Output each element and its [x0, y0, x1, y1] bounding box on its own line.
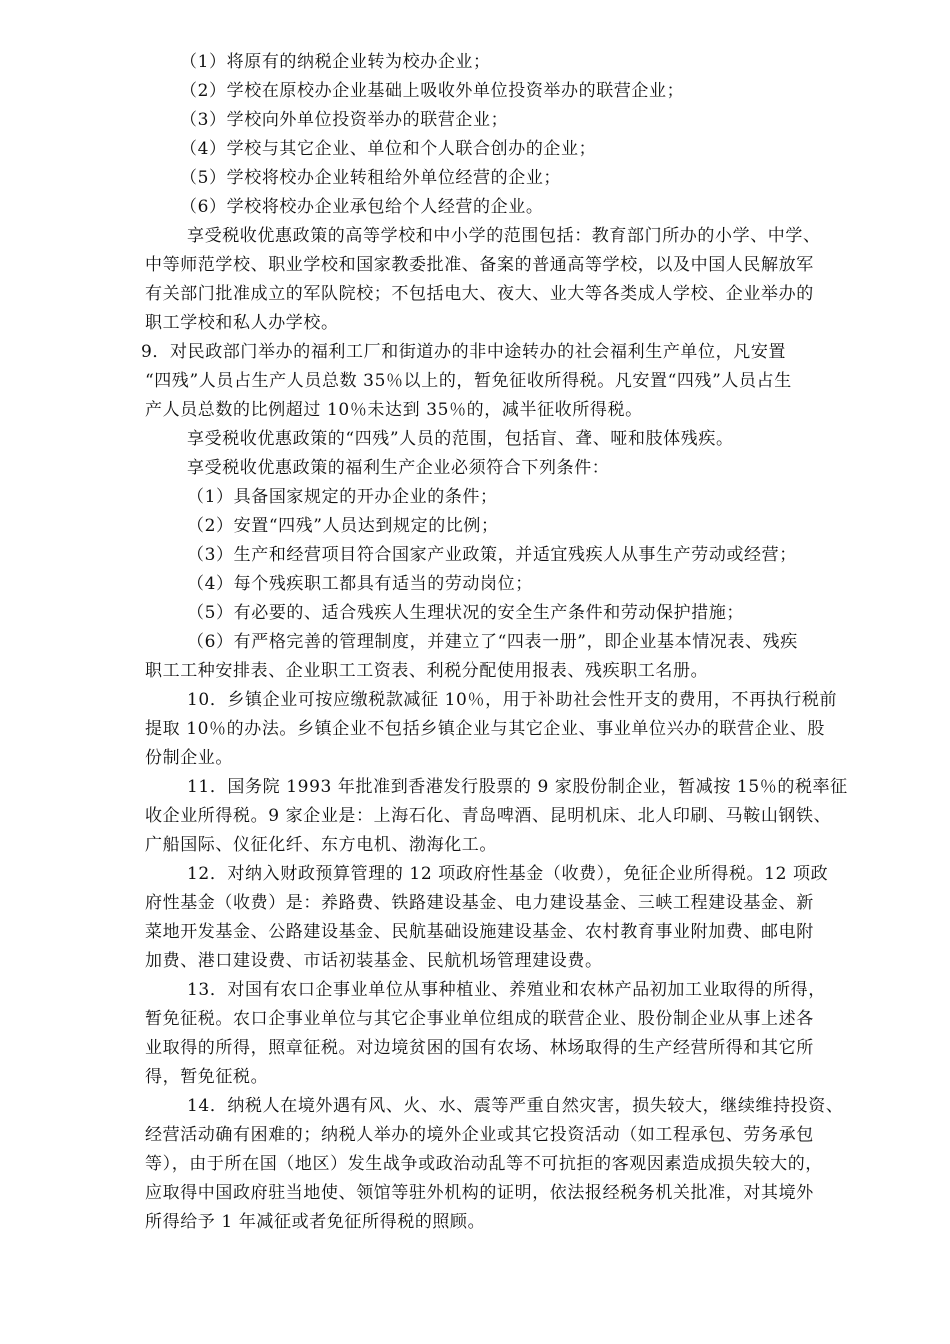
paragraph-line: 份制企业。	[145, 748, 233, 768]
section-12-line: 12．对纳入财政预算管理的 12 项政府性基金（收费），免征企业所得税。12 项政	[187, 864, 829, 884]
list-item-1: （1）具备国家规定的开办企业的条件；	[187, 487, 498, 507]
paragraph-line: “四残”人员占生产人员总数 35％以上的，暂免征收所得税。凡安置“四残”人员占生	[145, 371, 792, 391]
section-9-line: 9．对民政部门举办的福利工厂和街道办的非中途转办的社会福利生产单位，凡安置	[141, 342, 787, 362]
paragraph-line: 职工工种安排表、企业职工工资表、利税分配使用报表、残疾职工名册。	[145, 661, 709, 681]
paragraph-line: 中等师范学校、职业学校和国家教委批准、备案的普通高等学校，以及中国人民解放军	[145, 255, 814, 275]
paragraph-line: 享受税收优惠政策的高等学校和中小学的范围包括：教育部门所办的小学、中学、	[187, 226, 821, 246]
paragraph-line: 广船国际、仪征化纤、东方电机、渤海化工。	[145, 835, 497, 855]
list-item-5: （5）有必要的、适合残疾人生理状况的安全生产条件和劳动保护措施；	[187, 603, 745, 623]
section-14-line: 14．纳税人在境外遇有风、火、水、震等严重自然灾害，损失较大，继续维持投资、	[187, 1096, 844, 1116]
list-item-2: （2）学校在原校办企业基础上吸收外单位投资举办的联营企业；	[180, 81, 685, 101]
list-item-2: （2）安置“四残”人员达到规定的比例；	[187, 516, 499, 536]
list-item-3: （3）学校向外单位投资举办的联营企业；	[180, 110, 509, 130]
paragraph-line: 有关部门批准成立的军队院校；不包括电大、夜大、业大等各类成人学校、企业举办的	[145, 284, 814, 304]
list-item-5: （5）学校将校办企业转租给外单位经营的企业；	[180, 168, 562, 188]
paragraph-line: 提取 10％的办法。乡镇企业不包括乡镇企业与其它企业、事业单位兴办的联营企业、股	[145, 719, 826, 739]
list-item-4: （4）学校与其它企业、单位和个人联合创办的企业；	[180, 139, 597, 159]
section-11-line: 11．国务院 1993 年批准到香港发行股票的 9 家股份制企业，暂减按 15％的税率征	[187, 777, 848, 797]
paragraph-line: 等），由于所在国（地区）发生战争或政治动乱等不可抗拒的客观因素造成损失较大的，	[145, 1154, 823, 1174]
paragraph-line: 应取得中国政府驻当地使、领馆等驻外机构的证明，依法报经税务机关批准，对其境外	[145, 1183, 814, 1203]
paragraph-line: 菜地开发基金、公路建设基金、民航基础设施建设基金、农村教育事业附加费、邮电附	[145, 922, 814, 942]
paragraph-line: 收企业所得税。9 家企业是：上海石化、青岛啤酒、昆明机床、北人印刷、马鞍山钢铁、	[145, 806, 832, 826]
paragraph-line: 产人员总数的比例超过 10％未达到 35％的，减半征收所得税。	[145, 400, 643, 420]
section-13-line: 13．对国有农口企事业单位从事种植业、养殖业和农林产品初加工业取得的所得，	[187, 980, 826, 1000]
paragraph-line: 加费、港口建设费、市话初装基金、民航机场管理建设费。	[145, 951, 603, 971]
paragraph-line: 享受税收优惠政策的“四残”人员的范围，包括盲、聋、哑和肢体残疾。	[187, 429, 734, 449]
list-item-6: （6）有严格完善的管理制度，并建立了“四表一册”，即企业基本情况表、残疾	[187, 632, 798, 652]
paragraph-line: 得，暂免征税。	[145, 1067, 269, 1087]
paragraph-line: 职工学校和私人办学校。	[145, 313, 339, 333]
list-item-3: （3）生产和经营项目符合国家产业政策，并适宜残疾人从事生产劳动或经营；	[187, 545, 797, 565]
paragraph-line: 经营活动确有困难的；纳税人举办的境外企业或其它投资活动（如工程承包、劳务承包	[145, 1125, 814, 1145]
paragraph-line: 所得给予 1 年减征或者免征所得税的照顾。	[145, 1212, 486, 1232]
paragraph-line: 享受税收优惠政策的福利生产企业必须符合下列条件：	[187, 458, 610, 478]
section-10-line: 10．乡镇企业可按应缴税款减征 10％，用于补助社会性开支的费用，不再执行税前	[187, 690, 838, 710]
list-item-4: （4）每个残疾职工都具有适当的劳动岗位；	[187, 574, 533, 594]
list-item-6: （6）学校将校办企业承包给个人经营的企业。	[180, 197, 544, 217]
list-item-1: （1）将原有的纳税企业转为校办企业；	[180, 52, 491, 72]
paragraph-line: 暂免征税。农口企事业单位与其它企事业单位组成的联营企业、股份制企业从事上述各	[145, 1009, 814, 1029]
paragraph-line: 府性基金（收费）是：养路费、铁路建设基金、电力建设基金、三峡工程建设基金、新	[145, 893, 814, 913]
paragraph-line: 业取得的所得，照章征税。对边境贫困的国有农场、林场取得的生产经营所得和其它所	[145, 1038, 814, 1058]
